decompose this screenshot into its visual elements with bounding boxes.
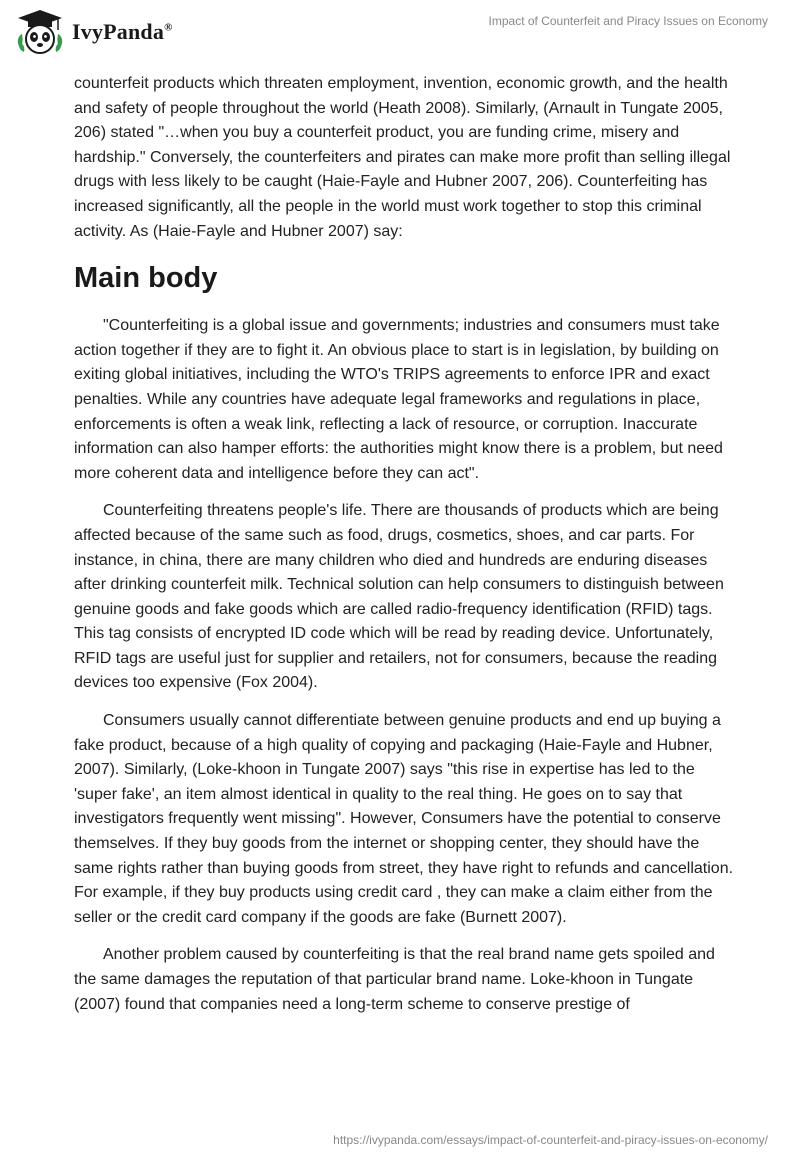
body-paragraph: Consumers usually cannot differentiate between genuine products and end up buying a fake product, because of a high quality of copying and packaging (Haie-Fayle and Hubner, 2007). Similarly, (Loke-khoon in Tungate 2007) says "this rise in expertise has led to the 'super fake', an item almost identical in quality to the real thing. He goes on to say that investigators frequently went missing". However, Consumers have the potential to conserve themselves. If they buy goods from the internet or shopping center, they should have the same rights rather than buying goods from street, they have right to refunds and cancellation. For example, if they buy products using credit card , they can make a claim either from the seller or the credit card company if the goods are fake (Burnett 2007). (74, 712, 734, 926)
body-paragraph: Another problem caused by counterfeiting is that the real brand name gets spoiled and the same damages the reputation of that particular brand name. Loke-khoon in Tungate (2007) found that companies need a long-term scheme to conserve prestige of (74, 946, 715, 1013)
brand-name: IvyPanda® (72, 19, 173, 44)
document-title: Impact of Counterfeit and Piracy Issues on Economy (488, 14, 768, 28)
panda-graduate-icon (14, 8, 66, 56)
essay-body (74, 72, 734, 1017)
page-header (0, 0, 800, 70)
brand-logo[interactable] (14, 8, 173, 56)
section-heading: Main body (74, 262, 218, 295)
intro-paragraph: counterfeit products which threaten employment, invention, economic growth, and the health and safety of people throughout the world (Heath 2008). Similarly, (Arnault in Tungate 2005, 206) stated "…when you buy a counterfeit product, you are funding crime, misery and hardship." Conversely, the counterfeiters and pirates can make more profit than selling illegal drugs with less likely to be caught (Haie-Fayle and Hubner 2007, 206). Counterfeiting has increased significantly, all the people in the world must work together to stop this criminal activity. As (Haie-Fayle and Hubner 2007) say: (74, 75, 731, 240)
body-paragraph: Counterfeiting threatens people's life. There are thousands of products which are being affected because of the same such as food, drugs, cosmetics, shoes, and car parts. For instance, in china, there are many children who died and hundreds are enduring diseases after drinking counterfeit milk. Technical solution can help consumers to distinguish between genuine goods and fake goods which are called radio-frequency identification (RFID) tags. This tag consists of encrypted ID code which will be read by reading device. Unfortunately, RFID tags are useful just for supplier and retailers, not for consumers, because the reading devices too expensive (Fox 2004). (74, 502, 724, 692)
source-url[interactable]: https://ivypanda.com/essays/impact-of-counterfeit-and-piracy-issues-on-economy/ (333, 1133, 768, 1147)
body-paragraph: "Counterfeiting is a global issue and governments; industries and consumers must take action together if they are to fight it. An obvious place to start is in legislation, by building on exiting global initiatives, including the WTO's TRIPS agreements to enforce IPR and exact penalties. While any countries have adequate legal frameworks and regulations in place, enforcements is often a weak link, reflecting a lack of resource, or corruption. Inaccurate information can also hamper efforts: the authorities might know there is a problem, but need more coherent data and intelligence before they can act". (74, 317, 723, 482)
